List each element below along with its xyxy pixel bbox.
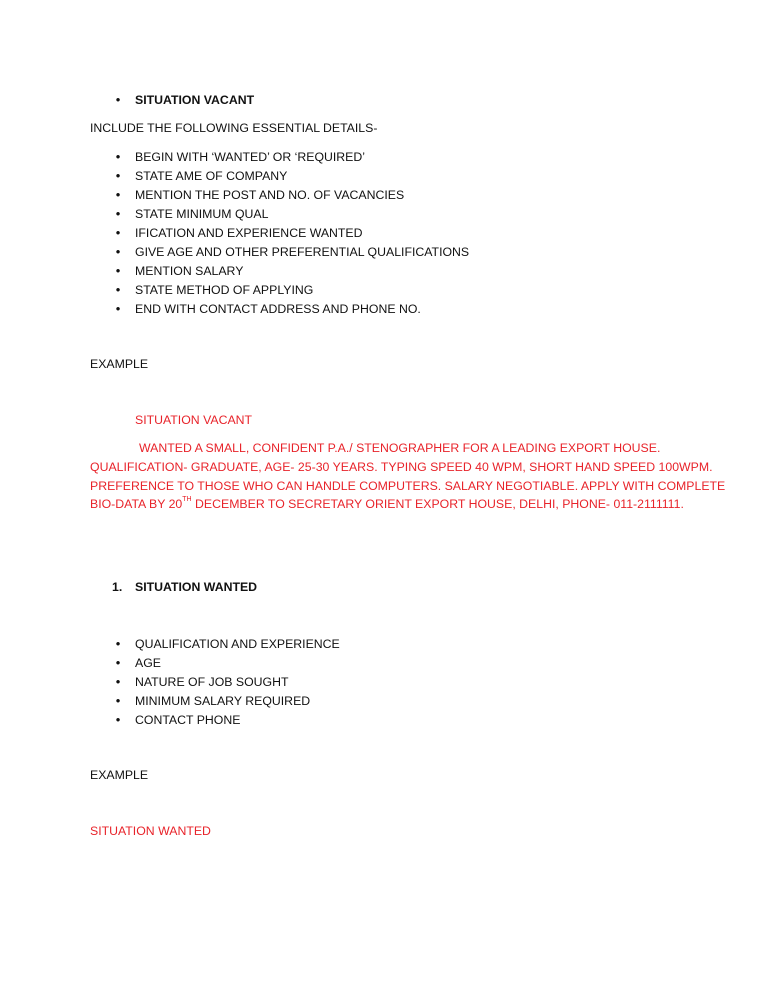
bullet-icon: [113, 263, 123, 278]
example-line: [90, 497, 684, 511]
list-item: BEGIN WITH ‘WANTED’ OR ‘REQUIRED’: [135, 150, 365, 164]
bullet-icon: [113, 168, 123, 183]
example-line: WANTED A SMALL, CONFIDENT P.A./ STENOGRAPHER FOR A LEADING EXPORT HOUSE.: [139, 441, 661, 455]
list-item: MINIMUM SALARY REQUIRED: [135, 694, 311, 708]
bullet-icon: [113, 301, 123, 316]
list-item: STATE METHOD OF APPLYING: [135, 283, 314, 297]
example-text: DECEMBER TO SECRETARY ORIENT EXPORT HOUSE, DELHI, PHONE- 011-2111111.: [191, 497, 684, 511]
intro-text: INCLUDE THE FOLLOWING ESSENTIAL DETAILS-: [90, 121, 378, 135]
bullet-icon: [113, 225, 123, 240]
bullet-icon: [113, 636, 123, 651]
example-text: BIO-DATA BY 20: [90, 497, 183, 511]
list-item: QUALIFICATION AND EXPERIENCE: [135, 637, 340, 651]
list-item: AGE: [135, 656, 161, 670]
bullet-icon: [113, 187, 123, 202]
list-item: GIVE AGE AND OTHER PREFERENTIAL QUALIFICATIONS: [135, 245, 470, 259]
list-item: STATE MINIMUM QUAL: [135, 207, 269, 221]
list-item: MENTION SALARY: [135, 264, 244, 278]
list-item: NATURE OF JOB SOUGHT: [135, 675, 289, 689]
bullet-icon: [113, 693, 123, 708]
list-item: STATE AME OF COMPANY: [135, 169, 288, 183]
bullet-icon: [113, 655, 123, 670]
bullet-icon: [113, 244, 123, 259]
example-label: EXAMPLE: [90, 357, 149, 371]
list-item: CONTACT PHONE: [135, 713, 241, 727]
example-title: SITUATION WANTED: [90, 824, 211, 838]
bullet-icon: [113, 92, 123, 107]
example-title: SITUATION VACANT: [135, 413, 253, 427]
bullet-icon: [113, 674, 123, 689]
section-heading-situation-vacant: SITUATION VACANT: [135, 93, 255, 107]
section-heading-situation-wanted: SITUATION WANTED: [135, 580, 258, 594]
section-number: 1.: [112, 580, 123, 594]
example-label: EXAMPLE: [90, 768, 149, 782]
bullet-icon: [113, 712, 123, 727]
list-item: IFICATION AND EXPERIENCE WANTED: [135, 226, 363, 240]
list-item: END WITH CONTACT ADDRESS AND PHONE NO.: [135, 302, 421, 316]
ordinal-suffix: TH: [182, 496, 192, 503]
bullet-icon: [113, 149, 123, 164]
bullet-icon: [113, 206, 123, 221]
example-line: PREFERENCE TO THOSE WHO CAN HANDLE COMPUTERS. SALARY NEGOTIABLE. APPLY WITH COMPLETE: [90, 479, 726, 493]
list-item: MENTION THE POST AND NO. OF VACANCIES: [135, 188, 405, 202]
bullet-icon: [113, 282, 123, 297]
example-line: QUALIFICATION- GRADUATE, AGE- 25-30 YEARS. TYPING SPEED 40 WPM, SHORT HAND SPEED 100WPM.: [90, 460, 713, 474]
